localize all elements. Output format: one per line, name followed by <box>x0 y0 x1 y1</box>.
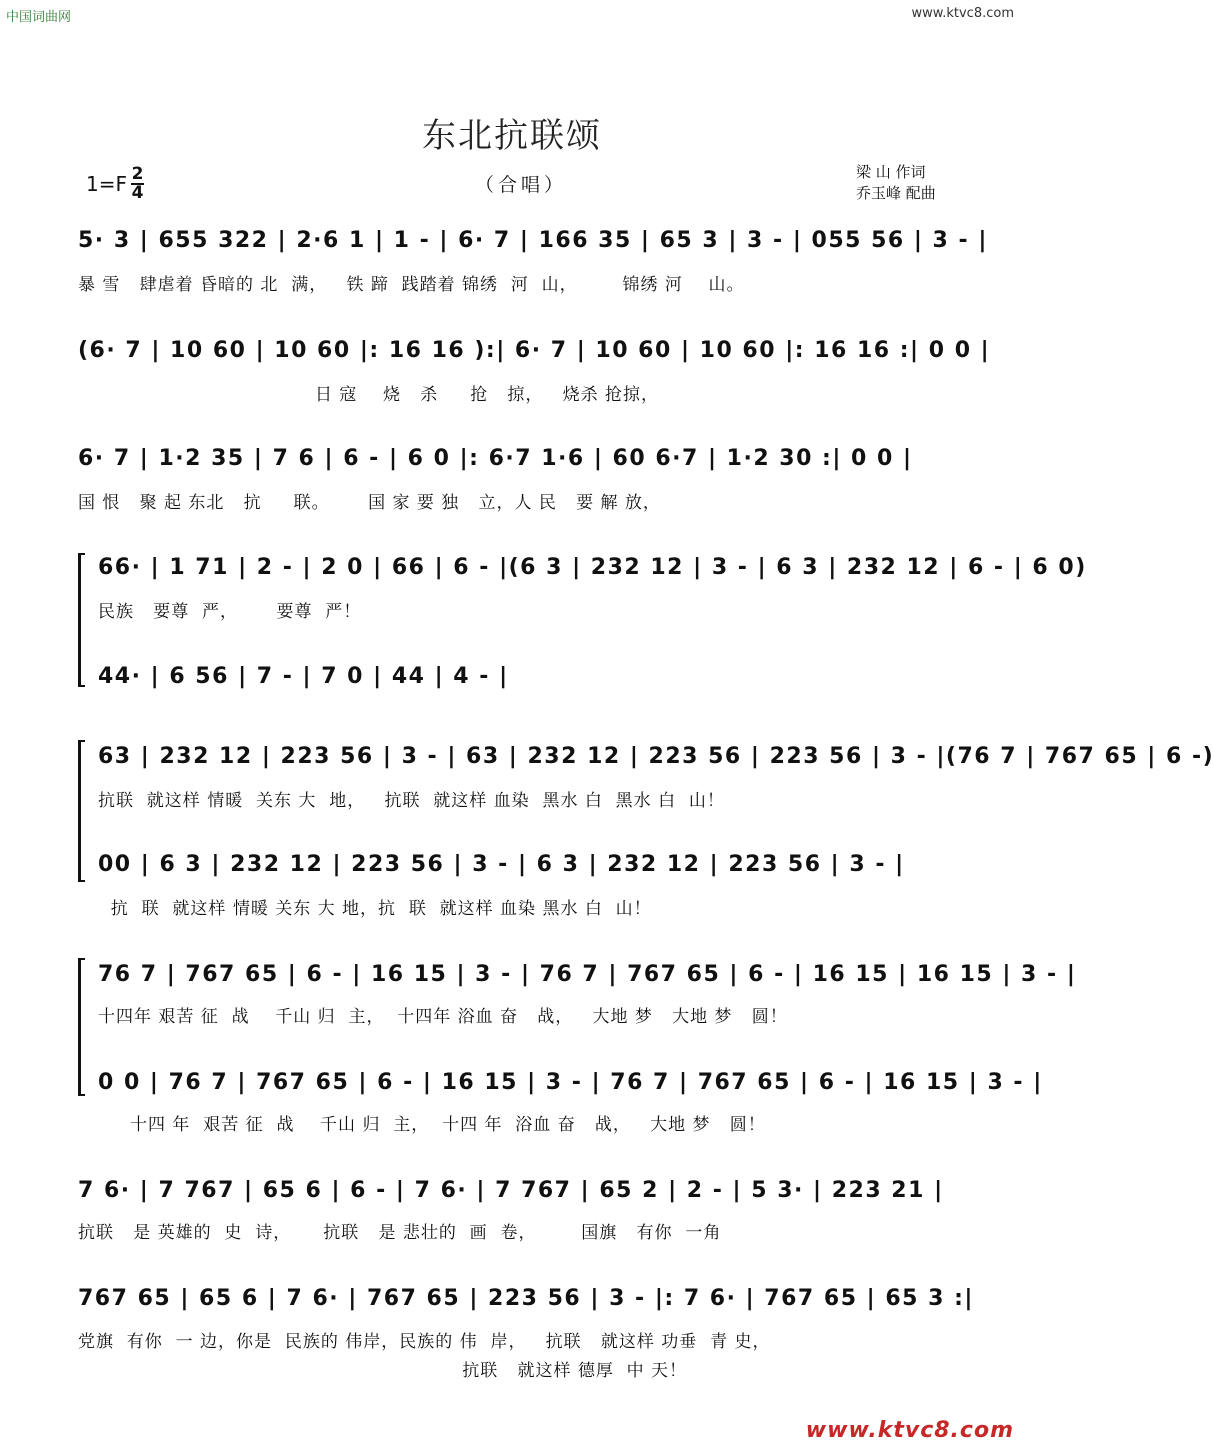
lyric-line: 党旗 有你 一 边，你是 民族的 伟岸，民族的 伟 岸， 抗联 就这样 功垂 青 史， <box>78 1332 771 1352</box>
lyric-line: 国 恨 聚 起 东北 抗 联。 国 家 要 独 立，人 民 要 解 放， <box>78 493 661 513</box>
lyric-line: 抗 联 就这样 情暖 关东 大 地，抗 联 就这样 血染 黑水 白 山！ <box>98 899 652 919</box>
notation-line: 6· 7 | 1·2 35 | 7 6 | 6 - | 6 0 |: 6·7 1·6 | 60 6·7 | 1·2 30 :| 0 0 | <box>78 446 913 471</box>
credits <box>856 162 936 204</box>
key-label: 1=F <box>86 172 127 196</box>
composer: 乔玉峰 配曲 <box>856 184 936 202</box>
lyric-line: 暴 雪 肆虐着 昏暗的 北 满， 铁 蹄 践踏着 锦绣 河 山， 锦绣 河 山。 <box>78 275 745 295</box>
lyric-line: 抗联 就这样 情暖 关东 大 地， 抗联 就这样 血染 黑水 白 黑水 白 山！ <box>98 791 725 811</box>
site-link-right[interactable]: www.ktvc8.com <box>911 6 1014 21</box>
page-title: 东北抗联颂 <box>422 116 602 156</box>
notation-line: 44· | 6 56 | 7 - | 7 0 | 44 | 4 - | <box>98 664 509 689</box>
site-logo-left[interactable]: 中国词曲网 <box>6 10 72 25</box>
system-brace <box>78 740 85 882</box>
notation-line: 0 0 | 76 7 | 767 65 | 6 - | 16 15 | 3 - | 76 7 | 767 65 | 6 - | 16 15 | 3 - | <box>98 1070 1043 1095</box>
time-top: 2 <box>131 164 144 184</box>
lyricist: 梁 山 作词 <box>856 163 926 181</box>
key-signature <box>86 166 144 202</box>
time-bottom: 4 <box>131 183 144 203</box>
subtitle: （合唱） <box>475 174 568 196</box>
notation-line: 767 65 | 65 6 | 7 6· | 767 65 | 223 56 | 3 - |: 7 6· | 767 65 | 65 3 :| <box>78 1286 974 1311</box>
lyric-line: 日 寇 烧 杀 抢 掠， 烧杀 抢掠， <box>78 385 660 405</box>
notation-line: 76 7 | 767 65 | 6 - | 16 15 | 3 - | 76 7 | 767 65 | 6 - | 16 15 | 16 15 | 3 - | <box>98 962 1077 987</box>
lyric-line: 十四 年 艰苦 征 战 千山 归 主， 十四 年 浴血 奋 战， 大地 梦 圆！ <box>98 1115 766 1135</box>
notation-line: 7 6· | 7 767 | 65 6 | 6 - | 7 6· | 7 767 | 65 2 | 2 - | 5 3· | 223 21 | <box>78 1178 944 1203</box>
lyric-line: 抗联 是 英雄的 史 诗， 抗联 是 悲壮的 画 卷， 国旗 有你 一角 <box>78 1223 722 1243</box>
notation-line: 63 | 232 12 | 223 56 | 3 - | 63 | 232 12 | 223 56 | 223 56 | 3 - |(76 7 | 767 65 | 6 -) <box>98 744 1214 769</box>
footer-link[interactable]: www.ktvc8.com <box>805 1418 1014 1443</box>
notation-line: 00 | 6 3 | 232 12 | 223 56 | 3 - | 6 3 | 232 12 | 223 56 | 3 - | <box>98 852 905 877</box>
time-signature <box>131 166 144 202</box>
system-brace <box>78 958 85 1096</box>
notation-line: 5· 3 | 655 322 | 2·6 1 | 1 - | 6· 7 | 166 35 | 65 3 | 3 - | 055 56 | 3 - | <box>78 228 988 253</box>
lyric-line: 抗联 就这样 德厚 中 天！ <box>78 1361 688 1381</box>
lyric-line: 民族 要尊 严， 要尊 严！ <box>98 602 362 622</box>
notation-line: 66· | 1 71 | 2 - | 2 0 | 66 | 6 - |(6 3 | 232 12 | 3 - | 6 3 | 232 12 | 6 - | 6 0) <box>98 555 1087 580</box>
system-brace <box>78 553 85 687</box>
notation-line: (6· 7 | 10 60 | 10 60 |: 16 16 ):| 6· 7 | 10 60 | 10 60 |: 16 16 :| 0 0 | <box>78 338 991 363</box>
lyric-line: 十四年 艰苦 征 战 千山 归 主， 十四年 浴血 奋 战， 大地 梦 大地 梦 圆！ <box>98 1007 788 1027</box>
